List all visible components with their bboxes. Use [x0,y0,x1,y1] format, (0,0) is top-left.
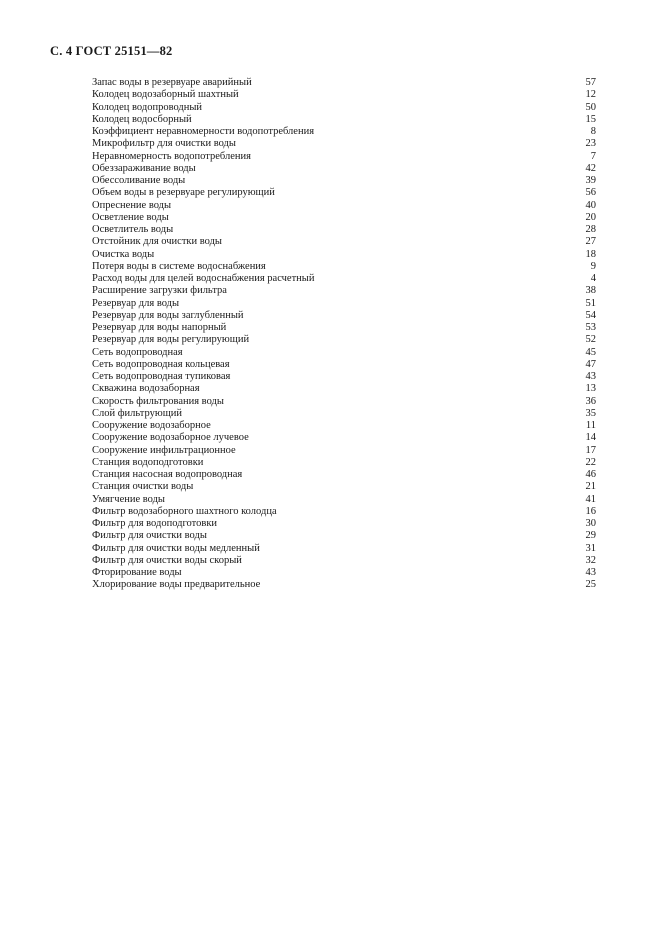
index-term: Очистка воды [92,248,155,260]
index-entry [92,334,596,346]
index-page-number: 51 [585,297,596,309]
index-page-number: 9 [590,260,596,272]
index-entry [92,481,596,493]
index-page-number: 14 [585,432,596,444]
index-entry [92,347,596,359]
index-term: Отстойник для очистки воды [92,236,222,248]
index-entry [92,567,596,579]
index-term: Слой фильтрующий [92,407,183,419]
index-term: Запас воды в резервуаре аварийный [92,77,252,88]
index-entry [92,285,596,297]
index-entry [92,371,596,383]
index-page-number: 43 [585,371,596,382]
index-entry [92,163,596,175]
index-entry [92,151,596,163]
index-entry [92,126,596,138]
index-entry [92,432,596,444]
index-term: Фильтр для очистки воды скорый [92,554,242,566]
index-page-number: 56 [585,187,596,199]
index-page-number: 22 [585,456,596,468]
index-entry [92,187,596,199]
index-entry [92,420,596,432]
index-page-number: 21 [585,481,596,493]
index-page-number: 23 [585,138,596,150]
index-page-number: 45 [585,346,596,358]
index-term: Сеть водопроводная кольцевая [92,358,230,370]
index-entry [92,89,596,101]
index-term: Колодец водозаборный шахтный [92,89,239,101]
index-term: Скорость фильтрования воды [92,395,224,407]
index-entry [92,200,596,212]
index-term: Объем воды в резервуаре регулирующий [92,187,275,199]
index-term: Сооружение водозаборное лучевое [92,432,249,444]
index-term: Резервуар для воды заглубленный [92,309,244,321]
index-entry [92,506,596,518]
index-entry [92,518,596,530]
index-entry [92,445,596,457]
index-page-number: 18 [585,248,596,260]
index-page-number: 11 [585,420,596,431]
index-term: Станция очистки воды [92,481,194,493]
index-entry [92,249,596,261]
index-page-number: 52 [585,334,596,346]
index-entry [92,555,596,567]
index-page-number: 41 [585,493,596,505]
index-term: Скважина водозаборная [92,383,200,395]
index-term: Фильтр для водоподготовки [92,518,218,529]
index-term: Станция водоподготовки [92,456,204,468]
index-term: Станция насосная водопроводная [92,469,243,480]
index-entry [92,138,596,150]
index-term: Сооружение инфильтрационное [92,444,236,456]
index-page-number: 57 [585,77,596,88]
index-term: Расход воды для целей водоснабжения расчетный [92,273,315,284]
index-entry [92,383,596,395]
index-term: Сеть водопроводная [92,346,183,358]
index-term: Коэффициент неравномерности водопотребления [92,126,315,137]
index-term: Фильтр водозаборного шахтного колодца [92,505,277,517]
index-term: Сеть водопроводная тупиковая [92,371,231,382]
index-term: Обессоливание воды [92,175,186,186]
index-term: Расширение загрузки фильтра [92,285,227,297]
index-entry [92,322,596,334]
index-page-number: 54 [585,309,596,321]
index-term: Сооружение водозаборное [92,420,211,431]
index-page-number: 43 [585,567,596,578]
index-term: Фторирование воды [92,567,182,578]
page-header: С. 4 ГОСТ 25151—82 [50,44,173,58]
index-term: Резервуар для воды напорный [92,322,227,333]
index-entry [92,469,596,481]
index-entry [92,530,596,542]
index-entry [92,77,596,89]
index-term: Резервуар для воды [92,297,180,309]
index-entry [92,359,596,371]
index-page-number: 15 [585,113,596,125]
index-entry [92,396,596,408]
index-term: Колодец водосборный [92,113,192,125]
index-entry [92,102,596,114]
index-page-number: 27 [585,236,596,248]
index-entry [92,236,596,248]
index-term: Неравномерность водопотребления [92,150,251,162]
index-page-number: 12 [585,89,596,101]
index-entry [92,224,596,236]
index-term: Колодец водопроводный [92,101,203,113]
index-entry [92,579,596,591]
index-page-number: 30 [585,518,596,529]
index-page-number: 20 [585,211,596,223]
alphabetical-index [92,77,596,592]
index-page-number: 46 [585,469,596,480]
index-entry [92,273,596,285]
index-page-number: 39 [585,175,596,186]
index-page-number: 38 [585,285,596,297]
index-entry [92,261,596,273]
index-page-number: 47 [585,358,596,370]
index-page-number: 50 [585,101,596,113]
index-page-number: 35 [585,407,596,419]
index-term: Умягчение воды [92,493,165,505]
index-entry [92,494,596,506]
index-term: Обеззараживание воды [92,162,196,174]
index-page-number: 28 [585,224,596,235]
index-entry [92,310,596,322]
index-term: Хлорирование воды предварительное [92,579,261,591]
index-entry [92,175,596,187]
index-term: Фильтр для очистки воды медленный [92,542,260,554]
index-term: Потеря воды в системе водоснабжения [92,260,266,272]
index-term: Осветление воды [92,211,169,223]
index-page-number: 8 [590,126,596,137]
index-page-number: 42 [585,162,596,174]
index-term: Осветлитель воды [92,224,174,235]
index-page-number: 32 [585,554,596,566]
index-entry [92,457,596,469]
index-term: Фильтр для очистки воды [92,530,207,542]
index-page-number: 4 [590,273,596,284]
index-page-number: 53 [585,322,596,333]
index-page-number: 17 [585,444,596,456]
index-page-number: 29 [585,530,596,542]
index-entry [92,298,596,310]
index-page-number: 16 [585,505,596,517]
index-page-number: 31 [585,542,596,554]
index-page-number: 7 [590,150,596,162]
index-entry [92,212,596,224]
index-entry [92,408,596,420]
index-page-number: 36 [585,395,596,407]
index-entry [92,543,596,555]
index-entry [92,114,596,126]
index-term: Опреснение воды [92,199,172,211]
index-page-number: 13 [585,383,596,395]
index-page-number: 25 [585,579,596,591]
index-term: Резервуар для воды регулирующий [92,334,250,346]
index-term: Микрофильтр для очистки воды [92,138,236,150]
index-page-number: 40 [585,199,596,211]
